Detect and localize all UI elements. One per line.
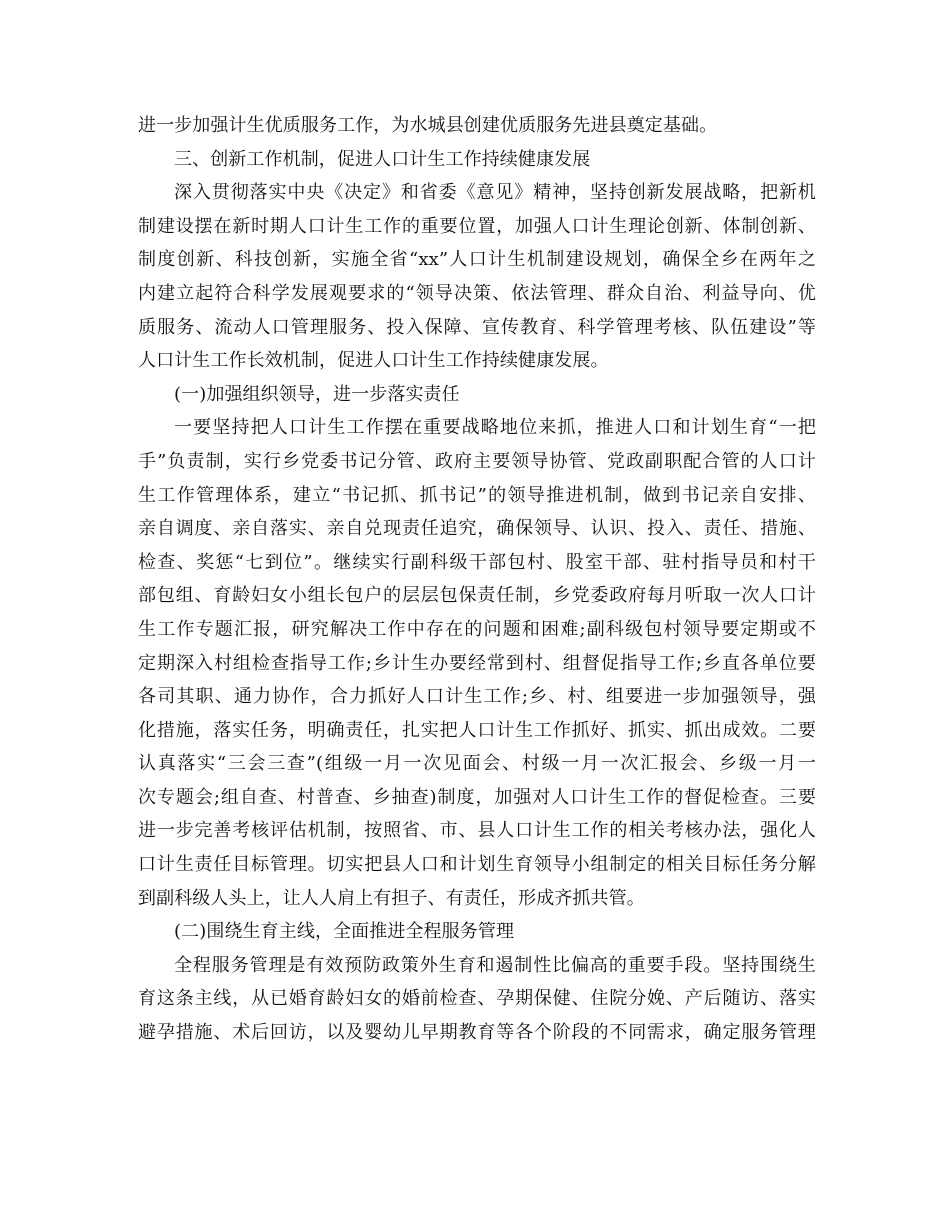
text-line: 手”负责制，实行乡党委书记分管、政府主要领导协管、党政副职配合管的人口计 bbox=[138, 450, 816, 472]
text-line: (一)加强组织领导，进一步落实责任 bbox=[174, 383, 460, 405]
text-line: 生工作专题汇报，研究解决工作中存在的问题和困难;副科级包村领导要定期或不 bbox=[138, 618, 816, 640]
text-line: 内建立起符合科学发展观要求的“领导决策、依法管理、群众自治、利益导向、优 bbox=[138, 282, 816, 304]
text-line: 各司其职、通力协作，合力抓好人口计生工作;乡、村、组要进一步加强领导，强 bbox=[138, 686, 816, 708]
text-line: 检查、奖惩“七到位”。继续实行副科级干部包村、股室干部、驻村指导员和村干 bbox=[138, 551, 816, 573]
text-line: 化措施，落实任务，明确责任，扎实把人口计生工作抓好、抓实、抓出成效。二要 bbox=[138, 719, 816, 741]
text-line: 避孕措施、术后回访，以及婴幼儿早期教育等各个阶段的不同需求，确定服务管理 bbox=[138, 1022, 816, 1044]
text-line: 部包组、育龄妇女小组长包户的层层包保责任制，乡党委政府每月听取一次人口计 bbox=[138, 585, 816, 607]
text-line: 定期深入村组检查指导工作;乡计生办要经常到村、组督促指导工作;乡直各单位要 bbox=[138, 652, 816, 674]
text-line: 口计生责任目标管理。切实把县人口和计划生育领导小组制定的相关目标任务分解 bbox=[138, 854, 816, 876]
text-line: 一要坚持把人口计生工作摆在重要战略地位来抓，推进人口和计划生育“一把 bbox=[174, 417, 816, 439]
document-body bbox=[138, 109, 816, 1050]
text-line: 进一步完善考核评估机制，按照省、市、县人口计生工作的相关考核办法，强化人 bbox=[138, 820, 816, 842]
text-line: 认真落实“三会三查”(组级一月一次见面会、村级一月一次汇报会、乡级一月一 bbox=[138, 753, 816, 775]
text-line: (二)围绕生育主线，全面推进全程服务管理 bbox=[174, 921, 515, 943]
text-line: 生工作管理体系，建立“书记抓、抓书记”的领导推进机制，做到书记亲自安排、 bbox=[138, 484, 816, 506]
text-line: 深入贯彻落实中央《决定》和省委《意见》精神，坚持创新发展战略，把新机 bbox=[174, 182, 816, 204]
text-line: 到副科级人头上，让人人肩上有担子、有责任，形成齐抓共管。 bbox=[138, 887, 645, 909]
text-line: 制建设摆在新时期人口计生工作的重要位置，加强人口计生理论创新、体制创新、 bbox=[138, 215, 816, 237]
text-line: 亲自调度、亲自落实、亲自兑现责任追究，确保领导、认识、投入、责任、措施、 bbox=[138, 518, 816, 540]
text-line: 次专题会;组自查、村普查、乡抽查)制度，加强对人口计生工作的督促检查。三要 bbox=[138, 786, 816, 808]
text-line: 育这条主线，从已婚育龄妇女的婚前检查、孕期保健、住院分娩、产后随访、落实 bbox=[138, 988, 816, 1010]
text-line: 三、创新工作机制，促进人口计生工作持续健康发展 bbox=[174, 148, 591, 170]
text-line: 制度创新、科技创新，实施全省“xx”人口计生机制建设规划，确保全乡在两年之 bbox=[138, 249, 816, 271]
text-line: 全程服务管理是有效预防政策外生育和遏制性比偏高的重要手段。坚持围绕生 bbox=[174, 954, 816, 976]
text-line: 进一步加强计生优质服务工作，为水城县创建优质服务先进县奠定基础。 bbox=[138, 115, 718, 136]
text-line: 质服务、流动人口管理服务、投入保障、宣传教育、科学管理考核、队伍建设”等 bbox=[138, 316, 816, 338]
text-line: 人口计生工作长效机制，促进人口计生工作持续健康发展。 bbox=[138, 350, 609, 372]
